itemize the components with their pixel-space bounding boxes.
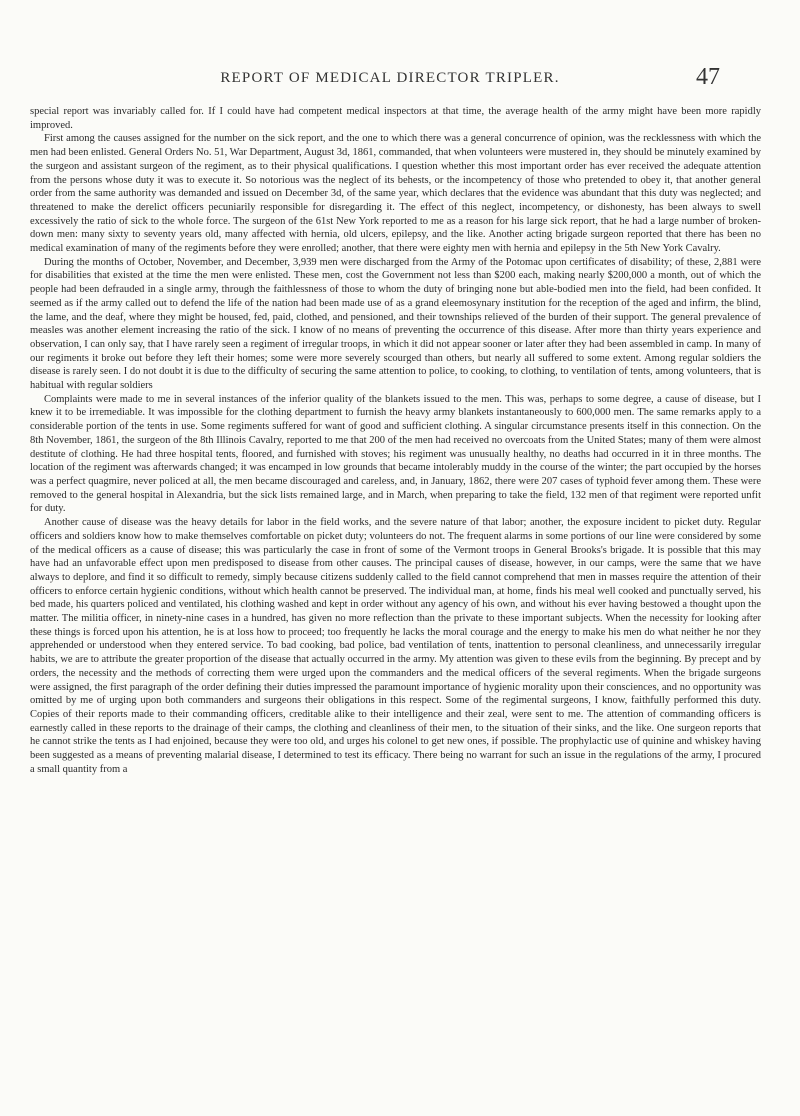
- running-title: REPORT OF MEDICAL DIRECTOR TRIPLER.: [220, 70, 560, 86]
- paragraph: During the months of October, November, and December, 3,939 men were discharged from the Army of the Potomac upon certificates of disability; of these, 2,881 were for disabilities that existed at the time the men were enlisted. These men, cost the Government not less than $200 each, making nearly $200,000 a month, out of which the people had been defrauded in a single army, through the faithlessness of those to whom the duty of bringing none but able-bodied men into the field, had been confided. It seemed as if the army called out to defend the life of the nation had been made use of as a grand eleemosynary institution for the reception of the aged and infirm, the blind, the lame, and the deaf, where they might be housed, fed, paid, clothed, and pensioned, and their townships relieved of the burden of their support. The general prevalence of measles was another element increasing the ratio of the sick. I know of no means of preventing the occurrence of this disease. After more than thirty years experience and observation, I can only say, that I have rarely seen a regiment of irregular troops, in which it did not appear sooner or later after they had been assembled in camp. In many of our regiments it broke out before they left their homes; some were more severely scourged than others, but nearly all suffered to some extent. Among regular soldiers the disease is rarely seen. I do not doubt it is due to the difficulty of securing the same attention to police, to cooking, to clothing, to ventilation of tents, among volunteers, that is habitual with regular soldiers: [30, 256, 761, 392]
- paragraph: Complaints were made to me in several instances of the inferior quality of the blankets issued to the men. This was, perhaps to some degree, a cause of disease, but I knew it to be irremediable. It was impossible for the clothing department to furnish the heavy army blankets instantaneously to 600,000 men. The same remarks apply to a considerable portion of the tents in use. Some regiments suffered for want of good and sufficient clothing. A singular circumstance presents itself in this connection. On the 8th November, 1861, the surgeon of the 8th Illinois Cavalry, reported to me that 200 of the men had received no overcoats from the United States; many of them were almost destitute of clothing. He had three hospital tents, floored, and furnished with stoves; his regiment was unusually healthy, no deaths had occurred in it in three months. The location of the regiment was afterwards changed; it was encamped in low grounds that became intolerably muddy in the course of the winter; the part occupied by the horses was a perfect quagmire, never policed at all, the men became discouraged and careless, and, in January, 1862, there were 207 cases of typhoid fever among them. These were removed to the general hospital in Alexandria, but the sick lists remained large, and in March, when preparing to take the field, 132 men of that regiment were reported unfit for duty.: [30, 393, 761, 515]
- paragraph: Another cause of disease was the heavy details for labor in the field works, and the severe nature of that labor; another, the exposure incident to picket duty. Regular officers and soldiers know how to make themselves comfortable on picket duty; volunteers do not. The frequent alarms in some portions of our line were considered by some of the medical officers as a cause of disease; this was particularly the case in front of some of the Vermont troops in General Brooks's brigade. It is possible that this may have had an unfavorable effect upon men predisposed to disease from other causes. The principal causes of disease, however, in our camps, were the same that we have always to deplore, and find it so difficult to remedy, simply because citizens suddenly called to the field cannot comprehend that men in masses require the attention of their officers to enforce certain hygienic conditions, without which health cannot be preserved. The individual man, at home, finds his meal well cooked and punctually served, his bed made, his quarters policed and ventilated, his clothing washed and kept in order without any agency of his own, and without his ever having bestowed a thought upon the matter. The militia officer, in ninety-nine cases in a hundred, has given no more reflection than the private to these important subjects. When the necessity for looking after these things is forced upon his attention, he is at loss how to proceed; too frequently he lacks the moral courage and the energy to make his men do what neither he nor they apprehended or understood when they entered service. To bad cooking, bad police, bad ventilation of tents, inattention to personal cleanliness, and unnecessarily irregular habits, we are to attribute the greater proportion of the disease that actually occurred in the army. My attention was given to these evils from the beginning. By precept and by orders, the necessity and the methods of correcting them were urged upon the commanders and the medical officers of the several regiments. When the brigade surgeons were assigned, the first paragraph of the order defining their duties impressed the paramount importance of hygienic morality upon their consciences, and no opportunity was omitted by me of urging upon both commanders and surgeons their obligations in this respect. Some of the regimental surgeons, I know, faithfully performed this duty. Copies of their reports made to their commanding officers, creditable alike to their intelligence and their zeal, were sent to me. The attention of commanding officers is earnestly called in these reports to the drainage of their camps, the clothing and cleanliness of their men, to the situation of their sinks, and the like. One surgeon reports that he cannot strike the tents as I had enjoined, because they were too old, and urges his colonel to get new ones, if possible. The prophylactic use of quinine and whiskey having been suggested as a means of preventing malarial disease, I determined to test its efficacy. There being no warrant for such an issue in the regulations of the army, I procured a small quantity from a: [30, 517, 761, 775]
- body-text: [30, 105, 761, 776]
- running-head: [60, 64, 720, 94]
- page-number: 47: [696, 64, 720, 90]
- paragraph: First among the causes assigned for the number on the sick report, and the one to which there was a general concurrence of opinion, was the recklessness with which the men had been enlisted. General Orders No. 51, War Department, August 3d, 1861, commanded, that when volunteers were mustered in, they should be minutely examined by the surgeon and assistant surgeon of the regiment, as to their physical qualifications. I question whether this most important order has ever received the adequate attention from the persons whose duty it was to execute it. So notorious was the neglect of its behests, or the incompetency of those who pretended to obey it, that another general order from the same authority was demanded and issued on December 3d, of the same year, which declares that the evidence was abundant that this duty was neglected; and threatened to make the derelict officers pecuniarily responsible for disregarding it. The effect of this neglect, incompetency, or dishonesty, has been always to swell excessively the ratio of sick to the whole force. The surgeon of the 61st New York reported to me as a reason for his large sick report, that he had a large number of broken-down men: many sixty to seventy years old, many affected with hernia, old ulcers, epilepsy, and the like. Another acting brigade surgeon reported that there has been no medical examination of many of the regiments before they were enrolled; another, that there were eighty men with hernia and epilepsy in the 5th New York Cavalry.: [30, 133, 761, 255]
- paragraph: special report was invariably called for. If I could have had competent medical inspectors at that time, the average health of the army might have been more rapidly improved.: [30, 106, 761, 131]
